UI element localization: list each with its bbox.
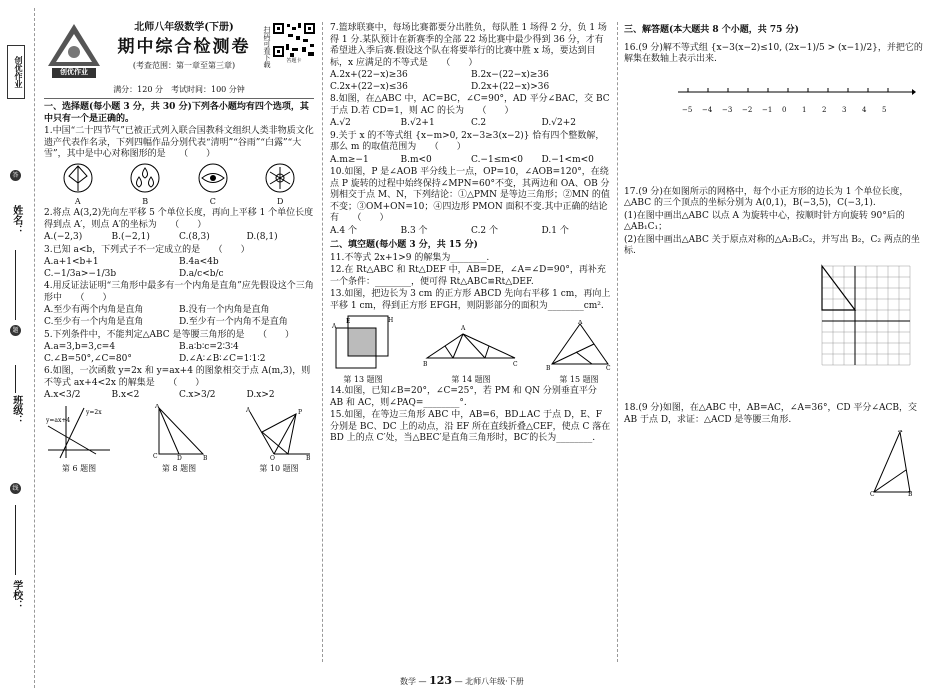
question-16: 16.(9 分)解不等式组 {x−3(x−2)≤10, (2x−1)/5 > (x−1)/2}，并把它的解集在数轴上表示出来. <box>624 42 923 65</box>
option[interactable]: A.x<3/2 <box>44 390 81 401</box>
option[interactable]: C.2 个 <box>471 225 499 236</box>
svg-text:H: H <box>388 317 394 325</box>
question-15: 15.如图，在等边三角形 ABC 中，AB=6，BD⊥AC 于点 D，E、F 分别是 BC、DC 上的动点，沿 EF 所在直线折叠△CEF，使点 C 落在 BD 上的点 C′处，当△BEC′是直角三角形时，BC′的长为________. <box>330 410 611 444</box>
question-18: 18.(9 分)如图，在△ABC 中，AB=AC，∠A=36°，CD 平分∠ACB，交 AB 于点 D，求证：△ACD 是等腰三角形. <box>624 403 917 425</box>
option[interactable]: B.3 个 <box>400 225 428 236</box>
line-graph-figure <box>44 404 114 460</box>
figure-15 <box>546 320 612 385</box>
figure-13-caption: 第 13 题图 <box>343 374 383 384</box>
figure-14 <box>423 320 519 385</box>
q6-options <box>44 390 314 402</box>
footer-book: 北师八年级·下册 <box>465 677 524 686</box>
school-line <box>15 505 17 575</box>
svg-text:A: A <box>578 320 583 327</box>
series-title: 北师八年级数学(下册) <box>134 22 234 33</box>
option[interactable]: B.(−2,1) <box>111 232 150 243</box>
q1-option-b[interactable] <box>129 163 161 208</box>
raindrops-icon <box>129 163 161 193</box>
option[interactable]: A.a+1<b+1 <box>44 257 99 268</box>
name-line <box>15 250 17 320</box>
q1-label: D <box>277 197 284 207</box>
class-label: 班级： <box>10 395 22 425</box>
number-line-axis <box>676 84 916 102</box>
question-8: 8.如图，在△ABC 中，AC=BC，∠C=90°，AD 平分∠BAC，交 BC 于点 D.若 CD=1，则 AC 的长为 （ ） <box>330 94 610 116</box>
figure-10-caption: 第 10 题图 <box>259 464 299 474</box>
scope-note: (考查范围：第一章至第三章) <box>132 60 236 70</box>
option[interactable]: A.4 个 <box>330 225 357 236</box>
svg-text:B: B <box>306 454 311 460</box>
figure-15-caption: 第 15 题图 <box>559 374 599 384</box>
svg-text:C: C <box>513 361 518 369</box>
question-14: 14.如图，已知∠B=20°，∠C=25°，若 PM 和 QN 分别垂直平分 AB 和 AC，则∠PAQ=________°. <box>330 386 597 408</box>
q10-options <box>330 226 612 238</box>
svg-text:O: O <box>270 454 275 460</box>
option[interactable]: D.至少有一个内角不是直角 <box>179 316 288 327</box>
question-17-part-2: (2)在图中画出△ABC 关于原点对称的△A₂B₂C₂，并写出 B₂，C₂ 两点的坐标. <box>624 234 920 257</box>
option[interactable]: A.至少有两个内角是直角 <box>44 305 144 316</box>
option[interactable]: A.m≥−1 <box>330 154 369 165</box>
q1-label: C <box>209 197 216 207</box>
exam-meta: 满分：120 分 考试时间：100 分钟 <box>44 85 314 99</box>
option[interactable]: B.没有一个内角是直角 <box>179 305 270 316</box>
page-number: 123 <box>429 674 453 687</box>
brand-box: 创优作业 <box>7 45 25 99</box>
section-3-heading: 三、解答题(本大题共 8 个小题，共 75 分) <box>624 25 799 35</box>
page-title: 期中综合检测卷 <box>117 36 251 57</box>
svg-text:A: A <box>332 323 337 331</box>
column-1 <box>44 22 314 474</box>
figure-8 <box>149 404 209 475</box>
option[interactable]: C.(8,3) <box>179 232 210 243</box>
svg-text:B: B <box>546 365 551 371</box>
svg-text:A: A <box>155 403 160 410</box>
svg-text:E: E <box>346 318 351 326</box>
option[interactable]: B.m<0 <box>400 154 432 165</box>
option[interactable]: C.−1/3a>−1/3b <box>44 268 117 279</box>
question-1: 1.中国“二十四节气”已被正式列入联合国教科文组织人类非物质文化遗产代表作名录，下列四幅作品分别代表“清明”“谷雨”“白露”“大雪”，其中是中心对称图形的是 （ ） <box>44 126 314 160</box>
q1-option-d[interactable] <box>264 163 296 208</box>
option[interactable]: D.2x+(22−x)>36 <box>471 81 550 92</box>
figure-10 <box>244 404 314 475</box>
tick-label: −1 <box>762 106 773 115</box>
strip-dot: 答 <box>10 170 21 181</box>
tick-label: 2 <box>822 106 827 115</box>
question-10: 10.如图，P 是∠AOB 平分线上一点，OP=10，∠AOB=120°，在绕点 P 旋转的过程中始终保持∠MPN=60°不变，其两边和 OA、OB 分别相交于点 M、N，下列结论：①△PMN 是等边三角形；②MN 的值不变；③OM+ON=10；④四边形 PMON 面积不变.其中正确的结论有 （ ） <box>330 167 610 224</box>
svg-text:B: B <box>423 361 428 369</box>
q8-options <box>330 118 612 130</box>
tick-label: 0 <box>782 106 787 115</box>
figures-row-1 <box>44 404 314 475</box>
option[interactable]: C.∠B=50°,∠C=80° <box>44 353 132 364</box>
svg-text:C: C <box>153 452 158 460</box>
option[interactable]: D.1 个 <box>541 225 569 236</box>
section-2-heading: 二、填空题(每小题 3 分，共 15 分) <box>330 240 478 251</box>
qr-sub: 答题卡 <box>286 58 302 64</box>
q1-option-a[interactable] <box>62 163 94 208</box>
svg-text:y=ax+4: y=ax+4 <box>46 416 71 424</box>
figure-18 <box>870 430 924 501</box>
tick-label: 1 <box>802 106 807 115</box>
question-6: 6.如图，一次函数 y=2x 和 y=ax+4 的图象相交于点 A(m,3)，则不等式 ax+4<2x 的解集是 （ ） <box>44 366 311 388</box>
q3-options <box>44 257 314 280</box>
option[interactable]: C.−1≤m<0 <box>471 154 524 165</box>
cut-line <box>34 8 35 688</box>
triangle-bisector-figure <box>423 320 519 370</box>
svg-text:A: A <box>461 325 466 333</box>
question-17: 17.(9 分)在如图所示的网格中，每个小正方形的边长为 1 个单位长度，△ABC 的三个顶点的坐标分别为 A(0,1)，B(−3,5)，C(−3,1). <box>624 186 909 209</box>
name-label: 姓名： <box>10 205 22 235</box>
q2-options <box>44 232 314 244</box>
coordinate-grid <box>820 264 924 377</box>
figure-6 <box>44 404 114 475</box>
question-7: 7.篮球联赛中，每场比赛都要分出胜负，每队胜 1 场得 2 分，负 1 场得 1 分.某队预计在新赛季的全部 22 场比赛中最少得到 36 分，才有希望进入季后赛.假设这个队在将要举行的比赛中胜 x 场，要达到目标，x 应满足的不等式是 （ ） <box>330 23 607 68</box>
isosceles-figure <box>870 430 914 496</box>
footer-subject: 数学 <box>400 677 416 686</box>
svg-text:A: A <box>898 430 903 435</box>
figure-8-caption: 第 8 题图 <box>161 464 197 474</box>
question-9: 9.关于 x 的不等式组 {x−m>0, 2x−3≥3(x−2)} 恰有四个整数解，那么 m 的取值范围为 （ ） <box>330 130 605 153</box>
svg-text:C: C <box>606 365 611 371</box>
dew-icon <box>197 163 229 193</box>
equilateral-figure <box>546 320 612 370</box>
svg-text:P: P <box>298 408 303 416</box>
logo-text: 创优作业 <box>60 67 88 76</box>
tick-label: 3 <box>842 106 847 115</box>
question-11: 11.不等式 2x+1>9 的解集为________. <box>330 252 490 263</box>
option[interactable]: B.√2+1 <box>400 118 435 129</box>
strip-dot: 线 <box>10 483 21 494</box>
snowflake-icon <box>264 163 296 193</box>
question-5: 5.下列条件中，不能判定△ABC 是等腰三角形的是 （ ） <box>44 329 295 340</box>
column-3 <box>624 22 924 501</box>
option[interactable]: A.(−2,3) <box>44 232 83 243</box>
binding-strip <box>0 0 34 695</box>
number-line <box>676 84 924 124</box>
svg-text:D: D <box>177 454 182 460</box>
svg-text:y=2x: y=2x <box>86 408 102 416</box>
q5-options <box>44 342 314 365</box>
school-label: 学校： <box>10 580 22 610</box>
figure-14-caption: 第 14 题图 <box>451 374 491 384</box>
page-footer: 数学 — 123 — 北师八年级·下册 <box>400 674 524 687</box>
option[interactable]: D.x>2 <box>246 390 275 401</box>
question-2: 2.将点 A(3,2)先向左平移 5 个单位长度，再向上平移 1 个单位长度得到点 A′，则点 A′的坐标为 （ ） <box>44 208 314 230</box>
option[interactable]: D.a/c<b/c <box>179 268 224 279</box>
triangle-figure <box>149 404 209 460</box>
column-divider <box>617 22 618 662</box>
option[interactable]: D.−1<m<0 <box>541 154 594 165</box>
grid-figure <box>820 264 912 372</box>
q1-figures <box>44 163 314 208</box>
tick-label: −2 <box>742 106 753 115</box>
option[interactable]: D.√2+2 <box>541 118 576 129</box>
svg-text:C: C <box>870 491 875 497</box>
option[interactable]: C.2 <box>471 118 487 129</box>
option[interactable]: C.x>3/2 <box>179 390 216 401</box>
option[interactable]: B.2x−(22−x)≥36 <box>471 70 549 81</box>
option[interactable]: A.√2 <box>330 118 351 129</box>
class-line <box>15 365 17 393</box>
option[interactable]: A.2x+(22−x)≥36 <box>330 70 408 81</box>
q9-options <box>330 155 612 167</box>
option[interactable]: A.a=3,b=3,c=4 <box>44 342 116 353</box>
angle-figure <box>244 404 314 460</box>
option[interactable]: B.4a<4b <box>179 257 219 268</box>
tick-label: 4 <box>862 106 867 115</box>
q1-label: B <box>142 197 149 207</box>
option[interactable]: B.x<2 <box>111 390 140 401</box>
qr-caption: 扫码可看下载 <box>263 26 271 68</box>
squares-figure <box>330 314 396 370</box>
option[interactable]: B.a∶b∶c=2∶3∶4 <box>179 342 239 353</box>
q1-option-c[interactable] <box>197 163 229 208</box>
option[interactable]: C.至少有一个内角是直角 <box>44 316 144 327</box>
question-4: 4.用反证法证明“三角形中最多有一个内角是直角”应先假设这个三角形中 （ ） <box>44 281 314 303</box>
kite-icon <box>62 163 94 193</box>
svg-text:A: A <box>246 406 251 414</box>
q7-options <box>330 70 612 93</box>
column-divider <box>322 22 323 662</box>
column-2 <box>330 22 612 446</box>
question-13: 13.如图，把边长为 3 cm 的正方形 ABCD 先向右平移 1 cm，再向上平移 1 cm，得到正方形 EFGH，则阴影部分的面积为________cm². <box>330 289 611 311</box>
section-1-heading: 一、选择题(每小题 3 分，共 30 分)下列各小题均有四个选项，其中只有一个是正确的。 <box>44 102 309 124</box>
tick-label: 5 <box>882 106 887 115</box>
tick-label: −4 <box>702 106 713 115</box>
svg-text:B: B <box>203 454 208 460</box>
figure-6-caption: 第 6 题图 <box>61 464 97 474</box>
figures-row-2 <box>330 314 612 385</box>
question-12: 12.在 Rt△ABC 和 Rt△DEF 中，AB=DE，∠A=∠D=90°，再补充一个条件：________，便可得 Rt△ABC≌Rt△DEF. <box>330 265 606 287</box>
q4-options <box>44 305 314 328</box>
figure-13 <box>330 314 396 385</box>
tick-label: −3 <box>722 106 733 115</box>
q1-label: A <box>74 197 81 207</box>
question-3: 3.已知 a<b，下列式子不一定成立的是 （ ） <box>44 244 250 255</box>
option[interactable]: D.(8,1) <box>246 232 278 243</box>
strip-dot: 题 <box>10 325 21 336</box>
question-17-part-1: (1)在图中画出△ABC 以点 A 为旋转中心，按顺时针方向旋转 90°后的△AB₁C₁； <box>624 210 905 233</box>
option[interactable]: C.2x+(22−x)≤36 <box>330 81 408 92</box>
option[interactable]: D.∠A∶∠B∶∠C=1∶1∶2 <box>179 353 266 364</box>
svg-text:B: B <box>908 491 913 497</box>
tick-label: −5 <box>682 106 693 115</box>
